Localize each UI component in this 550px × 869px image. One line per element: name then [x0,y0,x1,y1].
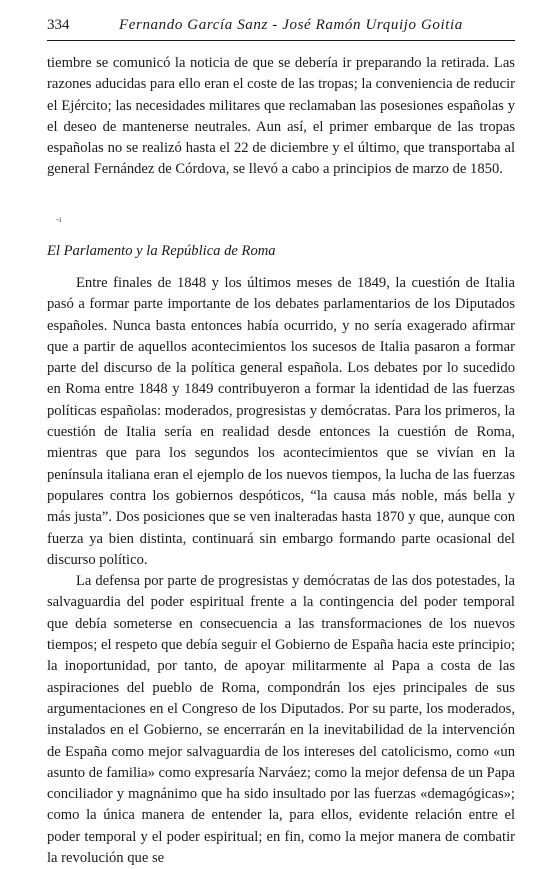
paragraph: La defensa por parte de progresistas y demócratas de las dos potestades, la salvaguardia del poder espiritual frente a la contingencia del poder temporal que debía someterse en consecuencia a las transformaciones de los nuevos tiempos; el respeto que debía seguir el Gobierno de España hacia este principio; la inoportunidad, por tanto, de apoyar militarmente al Papa a costa de las aspiraciones del pueblo de Roma, compondrán los ejes principales de sus argumentaciones en el Congreso de los Diputados. Por su parte, los moderados, instalados en el Gobierno, se encerrarán en la inevitabilidad de la intervención de España como mejor salvaguardia de los intereses del catolicismo, como «un asunto de familia» como expresaría Narváez; como la mejor defensa de un Papa conciliador y magnánimo que ha sido insultado por las fuerzas «demagógicas»; como la única manera de entender la, para ellos, evidente relación entre el poder temporal y el poder espiritual; en fin, como la mejor manera de combatir la revolución que se [47,573,515,867]
stray-print-mark: -ı [56,214,62,224]
paragraph: Entre finales de 1848 y los últimos meses de 1849, la cuestión de Italia pasó a formar parte importante de los debates parlamentarios de los Diputados españoles. Nunca basta entonces había ocurrido, y no sería exagerado afirmar que a partir de aquellos acontecimientos los sucesos de Italia pasaron a formar parte del discurso de la política general española. Los debates por lo sucedido en Roma entre 1848 y 1849 contribuyeron a formar la identidad de las fuerzas políticas españolas: moderados, progresistas y demócratas. Para los primeros, la cuestión de Italia sería en realidad desde entonces la cuestión de Roma, mientras que para los segundos los acontecimientos que se vivían en la península italiana eran el ejemplo de los nuevos tiempos, la lucha de las fuerzas populares contra los gobiernos despóticos, “la causa más noble, más bella y más justa”. Dos posiciones que se ven inalteradas hasta 1870 y que, aunque con fuerza ya bien distinta, continuará sin embargo formando parte ocasional del discurso político. [47,275,515,568]
paragraph-continued: tiembre se comunicó la noticia de que se debería ir preparando la retirada. Las razones aducidas para ello eran el coste de las tropas; la conveniencia de reducir el Ejército; las necesidades militares que reclamaban las posesiones españolas y el deseo de mantenerse neutrales. Aun así, el primer embarque de las tropas españolas no se realizó hasta el 22 de diciembre y el último, que transportaba al general Fernández de Córdova, se llevó a cabo a principios de marzo de 1850. [47,55,515,178]
header-rule [47,40,515,41]
running-title: Fernando García Sanz - José Ramón Urquijo Goitia [119,17,463,33]
running-head [47,14,515,38]
body-text-top [47,53,515,181]
page-number: 334 [47,17,70,33]
body-text-section [47,273,515,869]
section-heading: El Parlamento y la República de Roma [47,243,276,259]
